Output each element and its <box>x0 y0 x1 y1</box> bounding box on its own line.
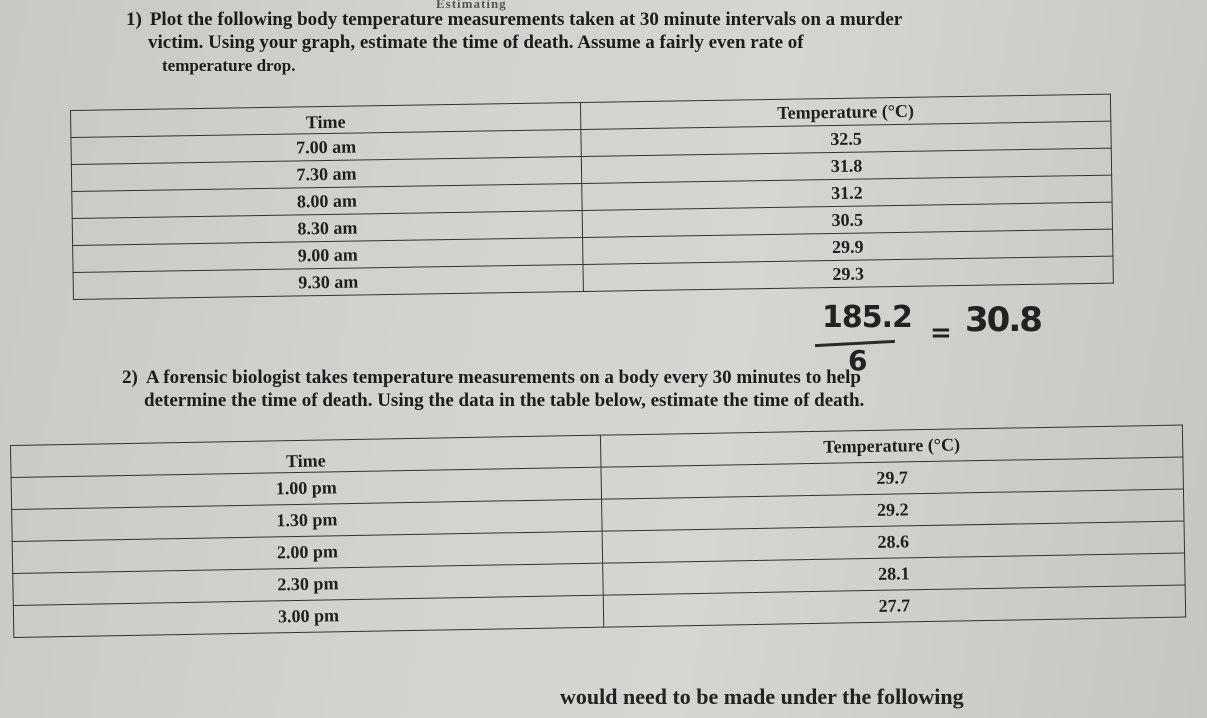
table-2-temp-cell: 29.7 <box>601 457 1183 499</box>
temperature-table-2 <box>10 425 1186 638</box>
table-2-time-cell: 2.30 pm <box>13 563 603 605</box>
header-fragment: Estimating <box>436 0 507 11</box>
table-2-temp-cell: 29.2 <box>602 489 1184 531</box>
question-2-number: 2) <box>122 367 138 388</box>
table-1-time-cell: 8.00 am <box>72 183 582 218</box>
footer-text-fragment: would need to be made under the following <box>560 684 964 709</box>
temperature-table-1 <box>70 94 1114 300</box>
question-2-line-2: determine the time of death. Using the data in the table below, estimate the time of death. <box>144 390 865 411</box>
table-2-header-time: Time <box>11 435 601 477</box>
table-1-time-cell: 7.30 am <box>71 156 581 191</box>
table-2-time-cell: 3.00 pm <box>13 595 603 637</box>
question-1 <box>126 8 1086 77</box>
table-1-temp-cell: 29.3 <box>583 256 1113 291</box>
table-2-header-temp: Temperature (°C) <box>600 425 1182 467</box>
question-2 <box>122 366 1102 412</box>
question-1-line-2: victim. Using your graph, estimate the time of death. Assume a fairly even rate of <box>148 32 804 53</box>
table-2-time-cell: 2.00 pm <box>12 531 602 573</box>
table-1-time-cell: 9.00 am <box>73 237 583 272</box>
table-2-temp-cell: 27.7 <box>603 585 1185 627</box>
table-1-temp-cell: 31.2 <box>582 175 1112 210</box>
question-2-line-1: 2) A forensic biologist takes temperature measurements on a body every 30 minutes to help <box>122 367 861 388</box>
table-1-temp-cell: 29.9 <box>583 229 1113 264</box>
question-1-number: 1) <box>126 9 142 30</box>
handwritten-numerator: 185.2 <box>822 300 912 335</box>
table-1-time-cell: 8.30 am <box>72 210 582 245</box>
handwritten-result: 30.8 <box>965 300 1041 340</box>
table-1-temp-cell: 32.5 <box>581 121 1111 156</box>
table-1-temp-cell: 31.8 <box>581 148 1111 183</box>
table-1-header-temp: Temperature (°C) <box>580 94 1110 129</box>
handwritten-denominator: 6 <box>848 344 868 377</box>
table-2-time-cell: 1.30 pm <box>12 499 602 541</box>
table-2-temp-cell: 28.6 <box>602 521 1184 563</box>
table-1-header-time: Time <box>71 102 581 137</box>
question-1-line-1: 1) Plot the following body temperature measurements taken at 30 minute intervals on a murder <box>126 9 903 30</box>
table-1-time-cell: 9.30 am <box>73 264 583 299</box>
question-1-line-3: temperature drop. <box>162 56 296 75</box>
table-2-temp-cell: 28.1 <box>603 553 1185 595</box>
table-1-time-cell: 7.00 am <box>71 129 581 164</box>
table-1-temp-cell: 30.5 <box>582 202 1112 237</box>
table-2-time-cell: 1.00 pm <box>11 467 601 509</box>
handwritten-equals: = <box>930 318 952 348</box>
